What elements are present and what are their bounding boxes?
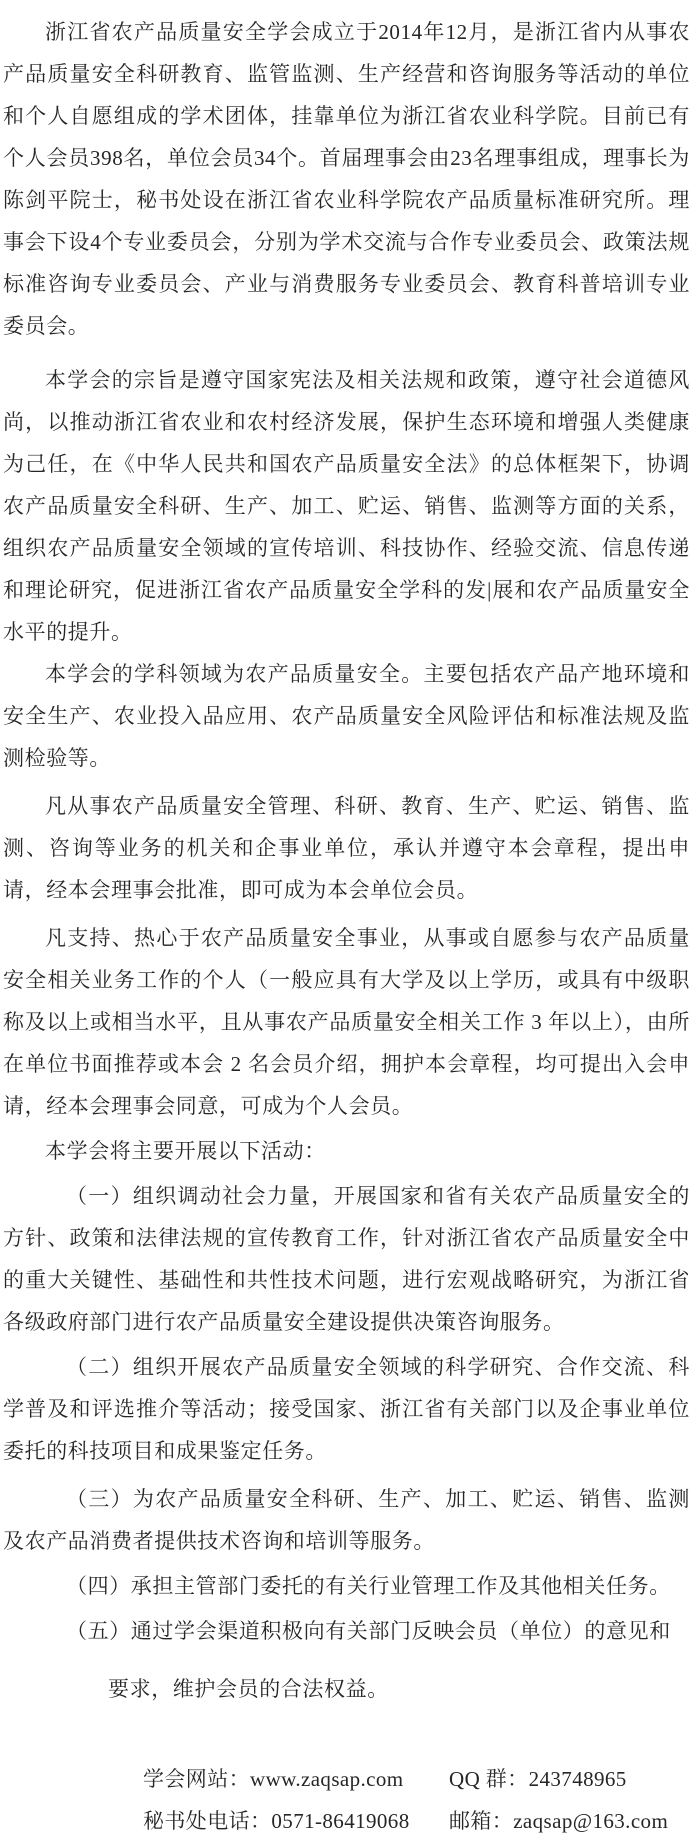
phone-cell [143,1800,449,1834]
qq-cell [449,1758,690,1800]
footer-row-1 [3,1758,690,1800]
paragraph-discipline-scope: 本学会的学科领域为农产品质量安全。主要包括农产品产地环境和安全生产、农业投入品应用、农产品质量安全风险评估和标准法规及监测检验等。 [3,662,690,770]
paragraph-activities-intro: 本学会将主要开展以下活动： [45,1139,326,1163]
website-url: www.zaqsap.com [250,1767,404,1791]
activity-item-5-continuation: 要求，维护会员的合法权益。 [108,1677,389,1701]
qq-group-number: 243748965 [528,1767,627,1791]
qq-group-label: QQ 群： [449,1767,529,1791]
email-address: zaqsap@163.com [513,1809,669,1833]
secretariat-phone-number: 0571-86419068 [271,1809,410,1833]
footer-row-2 [3,1800,690,1834]
activity-item-2: （二）组织开展农产品质量安全领域的科学研究、合作交流、科学普及和评选推介等活动；接受国家、浙江省有关部门以及企事业单位委托的科技项目和成果鉴定任务。 [3,1355,690,1463]
activity-item-5: （五）通过学会渠道积极向有关部门反映会员（单位）的意见和 [66,1619,671,1643]
activity-item-1: （一）组织调动社会力量，开展国家和省有关农产品质量安全的方针、政策和法律法规的宣传教育工作，针对浙江省农产品质量安全中的重大关键性、基础性和共性技术问题，进行宏观战略研究，为浙江省各级政府部门进行农产品质量安全建设提供决策咨询服务。 [3,1184,690,1334]
paragraph-unit-membership: 凡从事农产品质量安全管理、科研、教育、生产、贮运、销售、监测、咨询等业务的机关和企事业单位，承认并遵守本会章程，提出申请，经本会理事会批准，即可成为本会单位会员。 [3,794,690,902]
email-cell [449,1800,690,1834]
email-label: 邮箱： [449,1809,514,1833]
activity-item-3: （三）为农产品质量安全科研、生产、加工、贮运、销售、监测及农产品消费者提供技术咨询和培训等服务。 [3,1487,690,1553]
paragraph-society-mission: 本学会的宗旨是遵守国家宪法及相关法规和政策，遵守社会道德风尚，以推动浙江省农业和农村经济发展，保护生态环境和增强人类健康为己任，在《中华人民共和国农产品质量安全法》的总体框架下，协调农产品质量安全科研、生产、加工、贮运、销售、监测等方面的关系，组织农产品质量安全领域的宣传培训、科技协作、经验交流、信息传递和理论研究，促进浙江省农产品质量安全学科的发|展和农产品质量安全水平的提升。 [3,368,690,644]
website-cell [143,1758,449,1800]
paragraph-society-overview: 浙江省农产品质量安全学会成立于2014年12月，是浙江省内从事农产品质量安全科研教育、监管监测、生产经营和咨询服务等活动的单位和个人自愿组成的学术团体，挂靠单位为浙江省农业科学院。目前已有个人会员398名，单位会员34个。首届理事会由23名理事组成，理事长为陈剑平院士，秘书处设在浙江省农业科学院农产品质量标准研究所。理事会下设4个专业委员会，分别为学术交流与合作专业委员会、政策法规标准咨询专业委员会、产业与消费服务专业委员会、教育科普培训专业委员会。 [3,20,690,338]
activity-item-4: （四）承担主管部门委托的有关行业管理工作及其他相关任务。 [66,1574,671,1598]
website-label: 学会网站： [143,1767,250,1791]
paragraph-individual-membership: 凡支持、热心于农产品质量安全事业，从事或自愿参与农产品质量安全相关业务工作的个人（一般应具有大学及以上学历，或具有中级职称及以上或相当水平，且从事农产品质量安全相关工作 3 年以上），由所在单位书面推荐或本会 2 名会员介绍，拥护本会章程，均可提出入会申请，经本会理事会同意，可成为个人会员。 [3,926,690,1118]
secretariat-phone-label: 秘书处电话： [143,1809,272,1833]
contact-footer [3,1758,690,1834]
